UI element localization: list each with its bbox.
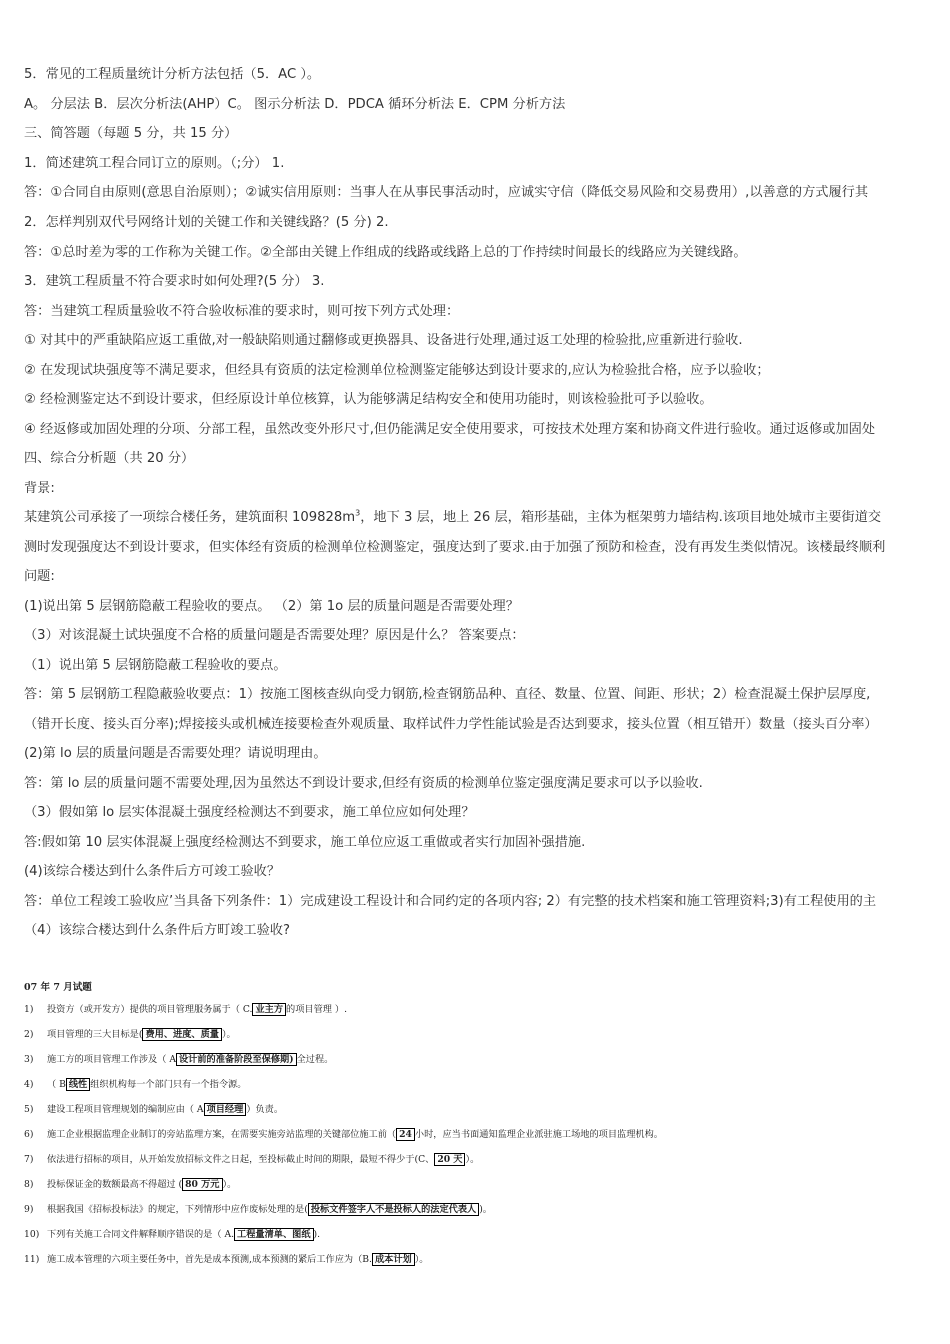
- text-line: （错开长度、接头百分率);焊接接头或机械连接要检查外观质量、取样试件力学性能试验是否达到要求，接头位置（相互错开）数量（接头百分率）: [24, 717, 878, 732]
- item-number: 4): [24, 1079, 34, 1090]
- text-line: 答：当建筑工程质量验收不符合验收标准的要求时，则可按下列方式处理：: [24, 304, 460, 319]
- answer-box: 20 天: [434, 1153, 465, 1166]
- text-line: (1)说出第 5 层钢筋隐蔽工程验收的要点。 （2）第 1o 层的质量问题是否需要处理？: [24, 599, 519, 614]
- answer-box: 项目经理: [204, 1103, 247, 1116]
- text-line: 答：第 5 层钢筋工程隐蔽验收要点：1）按施工图核查纵向受力钢筋,检查钢筋品种、直径、数量、位置、间距、形状；2）检查混凝土保护层厚度,: [24, 687, 871, 702]
- item-number: 6): [24, 1129, 34, 1140]
- question-text: 全过程。: [296, 1054, 334, 1065]
- text-line: [24, 509, 881, 527]
- item-number: 10): [24, 1229, 40, 1240]
- section2-heading: 07 年 7 月试题: [24, 982, 92, 993]
- question-item: [47, 1179, 236, 1191]
- item-number: 3): [24, 1054, 34, 1065]
- text-line: (2)第 lo 层的质量问题是否需要处理？请说明理由。: [24, 746, 327, 761]
- text-segment: 某建筑公司承接了一项综合楼任务，建筑面积 109828m: [24, 510, 356, 525]
- question-text: ）。: [222, 1179, 237, 1190]
- text-line: 答:假如第 10 层实体混凝上强度经检测达不到要求，施工单位应返工重做或者实行加固补强措施.: [24, 835, 586, 850]
- item-number: 8): [24, 1179, 34, 1190]
- answer-box: 业主方: [252, 1003, 286, 1016]
- question-text: 根据我国《招标投标法》的规定，下列情形中应作废标处理的是(: [47, 1204, 308, 1215]
- text-segment: ，地下 3 层，地上 26 层，箱形基础，主体为框架剪力墙结构.该项目地处城市主要街道交: [360, 510, 882, 525]
- question-item: [47, 1054, 333, 1066]
- question-text: 组织机构每一个部门只有一个指令源。: [90, 1079, 247, 1090]
- text-line: 背景:: [24, 481, 55, 496]
- question-text: 的项目管理 ）.: [286, 1004, 348, 1015]
- superscript: 3: [355, 508, 361, 518]
- text-line: ② 经检测鉴定达不到设计要求，但经原设计单位核算，认为能够满足结构安全和使用功能时，则该检验批可予以验收。: [24, 392, 713, 407]
- text-line: 答：单位工程竣工验收应’当具备下列条件：1）完成建设工程设计和合同约定的各项内容; 2）有完整的技术档案和施工管理资料;3)有工程使用的主: [24, 894, 877, 909]
- item-number: 11): [24, 1254, 40, 1265]
- question-text: 项目管理的三大目标是(: [47, 1029, 143, 1040]
- text-line: 答：①总时差为零的工作称为关键工作。②全部由关键上作组成的线路或线路上总的丁作持续时间最长的线路应为关键线路。: [24, 245, 747, 260]
- item-number: 2): [24, 1029, 34, 1040]
- question-text: 小时，应当书面通知监理企业派驻施工场地的项目监理机构。: [414, 1129, 663, 1140]
- text-line: 测时发现强度达不到设计要求，但实体经有资质的检测单位检测鉴定，强度达到了要求.由于加强了预防和检查，没有再发生类似情况。该楼最终顺利: [24, 540, 886, 555]
- answer-box: 工程量清单、图纸: [234, 1228, 314, 1241]
- question-text: （ B: [47, 1079, 66, 1090]
- text-line: 答：①合同自由原则(意思自治原则）；②诚实信用原则：当事人在从事民事活动时，应诚实守信（降低交易风险和交易费用）,以善意的方式履行其: [24, 185, 869, 200]
- question-text: ）。: [414, 1254, 429, 1265]
- question-item: [47, 1079, 246, 1091]
- section-heading: 三、简答题（每题 5 分，共 15 分）: [24, 126, 238, 141]
- question-text: 施工成本管理的六项主要任务中，首先是成本预测,成本预测的紧后工作应为（B.: [47, 1254, 372, 1265]
- question-text: 依法进行招标的项目，从开始发放招标文件之日起，至投标截止时间的期限，最短不得少于(C、: [47, 1154, 435, 1165]
- item-number: 5): [24, 1104, 34, 1115]
- question-text: 施工企业根据监理企业制订的旁站监理方案，在需要实施旁站监理的关键部位施工前（: [47, 1129, 397, 1140]
- item-number: 9): [24, 1204, 34, 1215]
- question-item: [47, 1029, 236, 1041]
- text-line: 2．怎样判别双代号网络计划的关键工作和关键线路？(5 分) 2.: [24, 215, 389, 230]
- text-line: 答：第 lo 层的质量问题不需要处理,因为虽然达不到设计要求,但经有资质的检测单位鉴定强度满足要求可以予以验收.: [24, 776, 703, 791]
- question-text: ）负责。: [246, 1104, 284, 1115]
- question-text: ).: [313, 1229, 321, 1240]
- answer-box: 费用、进度、质量: [142, 1028, 222, 1041]
- text-line: 问题:: [24, 569, 55, 584]
- question-item: [47, 1204, 492, 1216]
- question-text: ）。: [221, 1029, 236, 1040]
- question-text: 投资方（或开发方）提供的项目管理服务属于（ C.: [47, 1004, 253, 1015]
- item-number: 7): [24, 1154, 34, 1165]
- question-text: 投标保证金的数额最高不得超过 (: [47, 1179, 183, 1190]
- question-text: 建设工程项目管理规划的编制应由（ A: [47, 1104, 204, 1115]
- question-item: [47, 1004, 347, 1016]
- answer-box: 线性: [66, 1078, 90, 1091]
- text-line: (4)该综合楼达到什么条件后方可竣工验收？: [24, 864, 281, 879]
- text-line: （3）假如第 lo 层实体混凝土强度经检测达不到要求，施工单位应如何处理？: [24, 805, 475, 820]
- item-number: 1): [24, 1004, 34, 1015]
- text-line: 5．常见的工程质量统计分析方法包括（5．AC ）。: [24, 67, 321, 82]
- text-line: 1．简述建筑工程合同订立的原则。（;分） 1.: [24, 156, 285, 171]
- answer-box: 24: [396, 1128, 415, 1141]
- text-line: （3）对该混凝土试块强度不合格的质量问题是否需要处理？原因是什么？ 答案要点：: [24, 628, 525, 643]
- question-item: [47, 1129, 663, 1141]
- section-heading: 四、综合分析题（共 20 分）: [24, 451, 195, 466]
- question-item: [47, 1254, 429, 1266]
- answer-box: 80 万元: [182, 1178, 222, 1191]
- text-line: （4）该综合楼达到什么条件后方町竣工验收?: [24, 923, 290, 938]
- question-item: [47, 1154, 479, 1166]
- answer-box: 成本计划: [372, 1253, 415, 1266]
- text-line: ④ 经返修或加固处理的分项、分部工程，虽然改变外形尺寸,但仍能满足安全使用要求，可按技术处理方案和协商文件进行验收。通过返修或加固处: [24, 422, 876, 437]
- question-text: 施工方的项目管理工作涉及（ A: [47, 1054, 176, 1065]
- text-line: 3．建筑工程质量不符合要求时如何处理?(5 分） 3.: [24, 274, 325, 289]
- text-line: （1）说出第 5 层钢筋隐蔽工程验收的要点。: [24, 658, 287, 673]
- question-text: )。: [479, 1204, 492, 1215]
- text-line: ① 对其中的严重缺陷应返工重做,对一般缺陷则通过翻修或更换器具、设备进行处理,通过返工处理的检验批,应重新进行验收.: [24, 333, 743, 348]
- question-text: 下列有关施工合同文件解释顺序错误的是（ A.: [47, 1229, 235, 1240]
- answer-box: 投标文件签字人不是投标人的法定代表人: [308, 1203, 479, 1216]
- question-item: [47, 1229, 320, 1241]
- question-item: [47, 1104, 283, 1116]
- question-text: ）。: [465, 1154, 480, 1165]
- text-line: A。 分层法 B．层次分析法(AHP）C。 图示分析法 D．PDCA 循环分析法 E．CPM 分析方法: [24, 97, 566, 112]
- text-line: ② 在发现试块强度等不满足要求，但经具有资质的法定检测单位检测鉴定能够达到设计要求的,应认为检验批合格，应予以验收；: [24, 363, 770, 378]
- answer-box: 设计前的准备阶段至保修期): [176, 1053, 297, 1066]
